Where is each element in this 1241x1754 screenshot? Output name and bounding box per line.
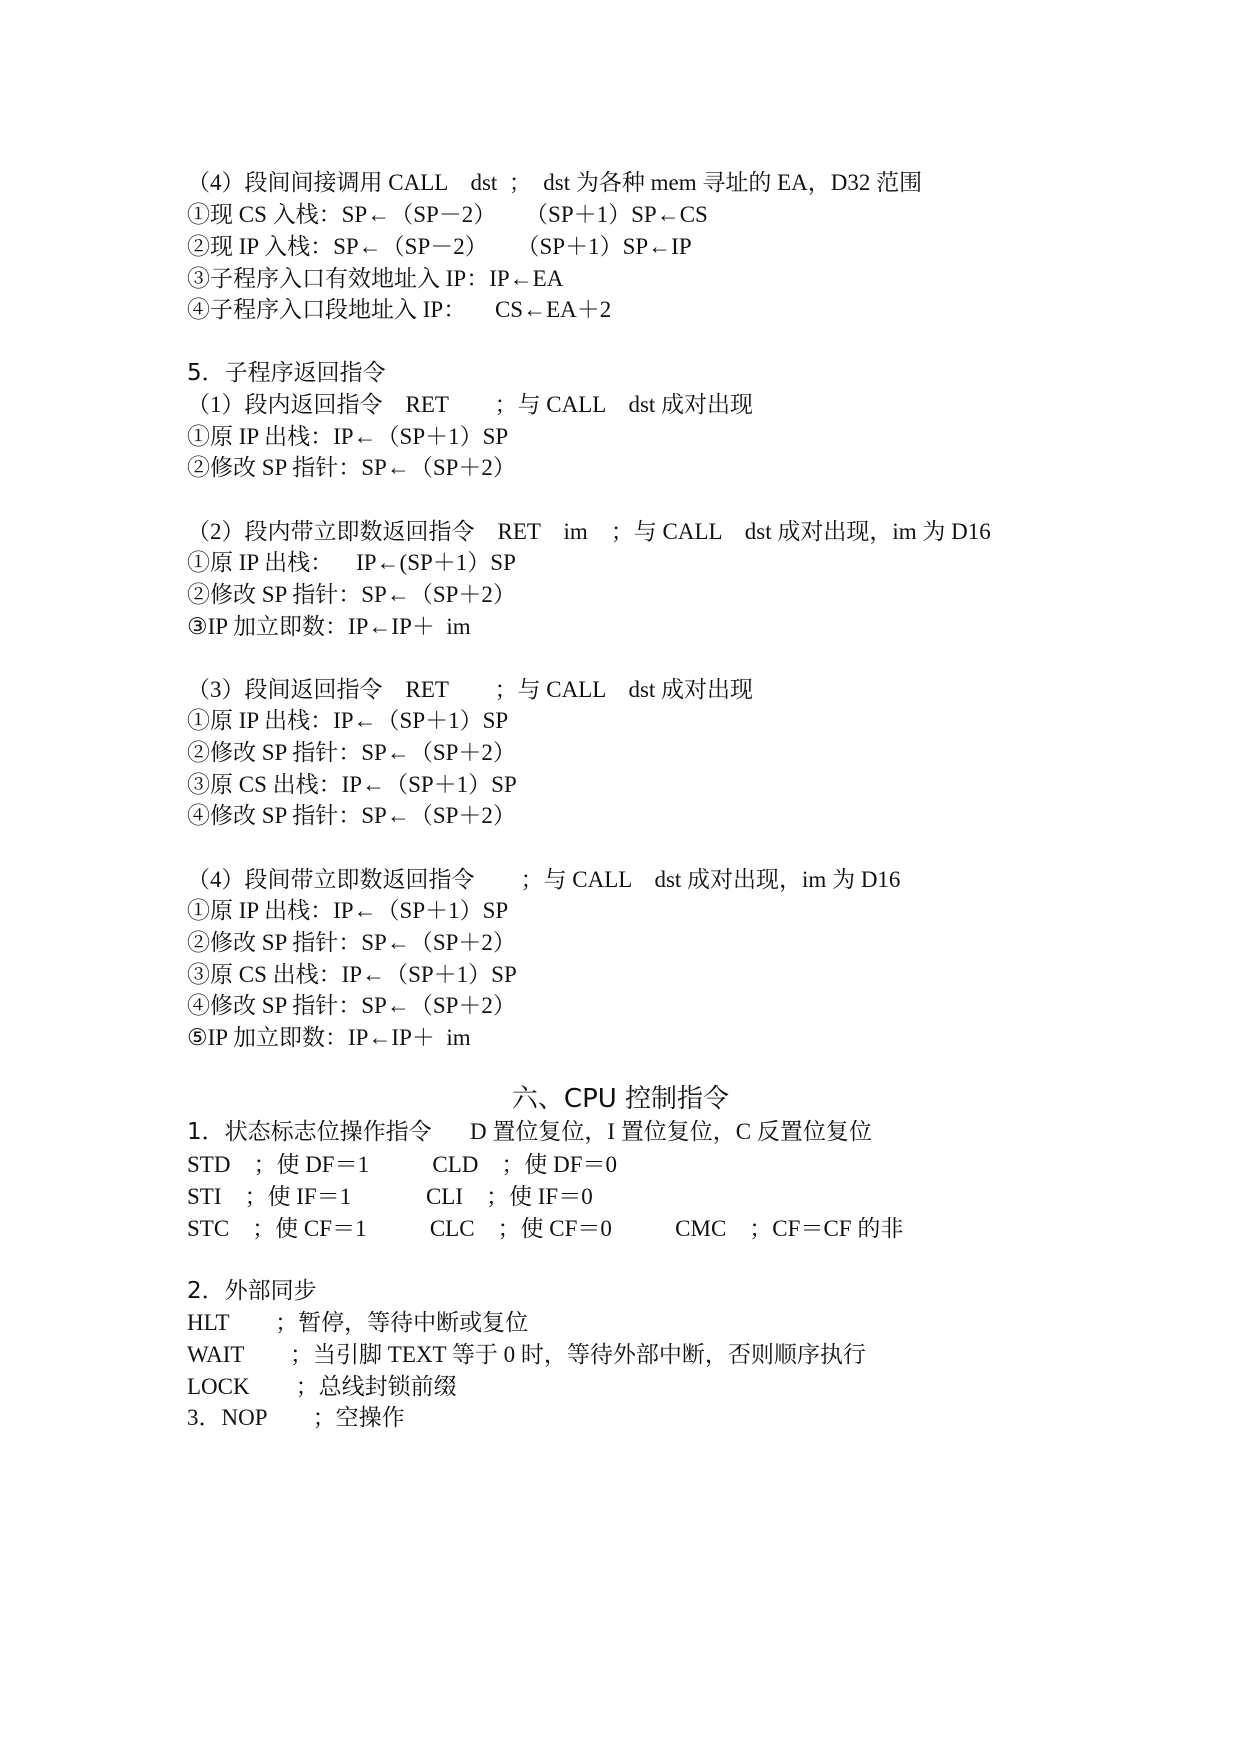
near-ret-step-1: ①原 IP 出栈：IP←（SP＋1）SP xyxy=(187,424,509,449)
call-far-indirect-step-3: ③子程序入口有效地址入 IP：IP←EA xyxy=(187,266,564,291)
far-ret-step-1: ①原 IP 出栈：IP←（SP＋1）SP xyxy=(187,708,509,733)
far-ret-imm-step-5: ⑤IP 加立即数：IP←IP＋ im xyxy=(187,1025,471,1050)
near-ret-step-2: ②修改 SP 指针：SP←（SP＋2） xyxy=(187,455,516,480)
sync-section-title: 2．外部同步 xyxy=(187,1278,317,1304)
section-5-title: 5．子程序返回指令 xyxy=(187,360,386,386)
flags-section-title: 1．状态标志位操作指令 xyxy=(187,1119,432,1145)
call-far-indirect-heading: （4）段间间接调用 CALL dst ； dst 为各种 mem 寻址的 EA，D32 范围 xyxy=(187,170,923,195)
flags-row-stc-clc-cmc: STC ；使 CF＝1 CLC ；使 CF＝0 CMC ；CF＝CF 的非 xyxy=(187,1216,904,1241)
call-far-indirect-step-1: ①现 CS 入栈：SP←（SP－2） （SP＋1）SP←CS xyxy=(187,202,708,227)
far-ret-imm-heading: （4）段间带立即数返回指令 ；与 CALL dst 成对出现，im 为 D16 xyxy=(187,867,901,892)
near-ret-heading: （1）段内返回指令 RET ；与 CALL dst 成对出现 xyxy=(187,392,754,417)
sync-row-hlt: HLT ；暂停，等待中断或复位 xyxy=(187,1310,529,1335)
call-far-indirect-step-4: ④子程序入口段地址入 IP： CS←EA＋2 xyxy=(187,297,612,322)
near-ret-imm-heading: （2）段内带立即数返回指令 RET im ；与 CALL dst 成对出现，im 为 D16 xyxy=(187,519,991,544)
flags-row-std-cld: STD ；使 DF＝1 CLD ；使 DF＝0 xyxy=(187,1152,618,1177)
far-ret-imm-step-4: ④修改 SP 指针：SP←（SP＋2） xyxy=(187,993,516,1018)
far-ret-step-3: ③原 CS 出栈：IP←（SP＋1）SP xyxy=(187,772,517,797)
sync-row-lock: LOCK ；总线封锁前缀 xyxy=(187,1374,457,1399)
flags-row-sti-cli: STI ；使 IF＝1 CLI ；使 IF＝0 xyxy=(187,1184,593,1209)
far-ret-imm-step-1: ①原 IP 出栈：IP←（SP＋1）SP xyxy=(187,898,509,923)
flags-section-note: D 置位复位，I 置位复位，C 反置位复位 xyxy=(470,1119,872,1144)
chapter-6-title: 六、CPU 控制指令 xyxy=(511,1084,730,1114)
far-ret-imm-step-2: ②修改 SP 指针：SP←（SP＋2） xyxy=(187,930,516,955)
call-far-indirect-step-2: ②现 IP 入栈：SP←（SP－2） （SP＋1）SP←IP xyxy=(187,234,692,259)
far-ret-imm-step-3: ③原 CS 出栈：IP←（SP＋1）SP xyxy=(187,962,517,987)
far-ret-heading: （3）段间返回指令 RET ；与 CALL dst 成对出现 xyxy=(187,677,754,702)
sync-row-wait: WAIT ；当引脚 TEXT 等于 0 时，等待外部中断，否则顺序执行 xyxy=(187,1342,866,1367)
near-ret-imm-step-2: ②修改 SP 指针：SP←（SP＋2） xyxy=(187,582,516,607)
near-ret-imm-step-3: ③IP 加立即数：IP←IP＋ im xyxy=(187,614,471,639)
near-ret-imm-step-1: ①原 IP 出栈： IP←(SP＋1）SP xyxy=(187,550,516,575)
sync-row-nop: 3．NOP ；空操作 xyxy=(187,1405,405,1430)
far-ret-step-2: ②修改 SP 指针：SP←（SP＋2） xyxy=(187,740,516,765)
far-ret-step-4: ④修改 SP 指针：SP←（SP＋2） xyxy=(187,803,516,828)
